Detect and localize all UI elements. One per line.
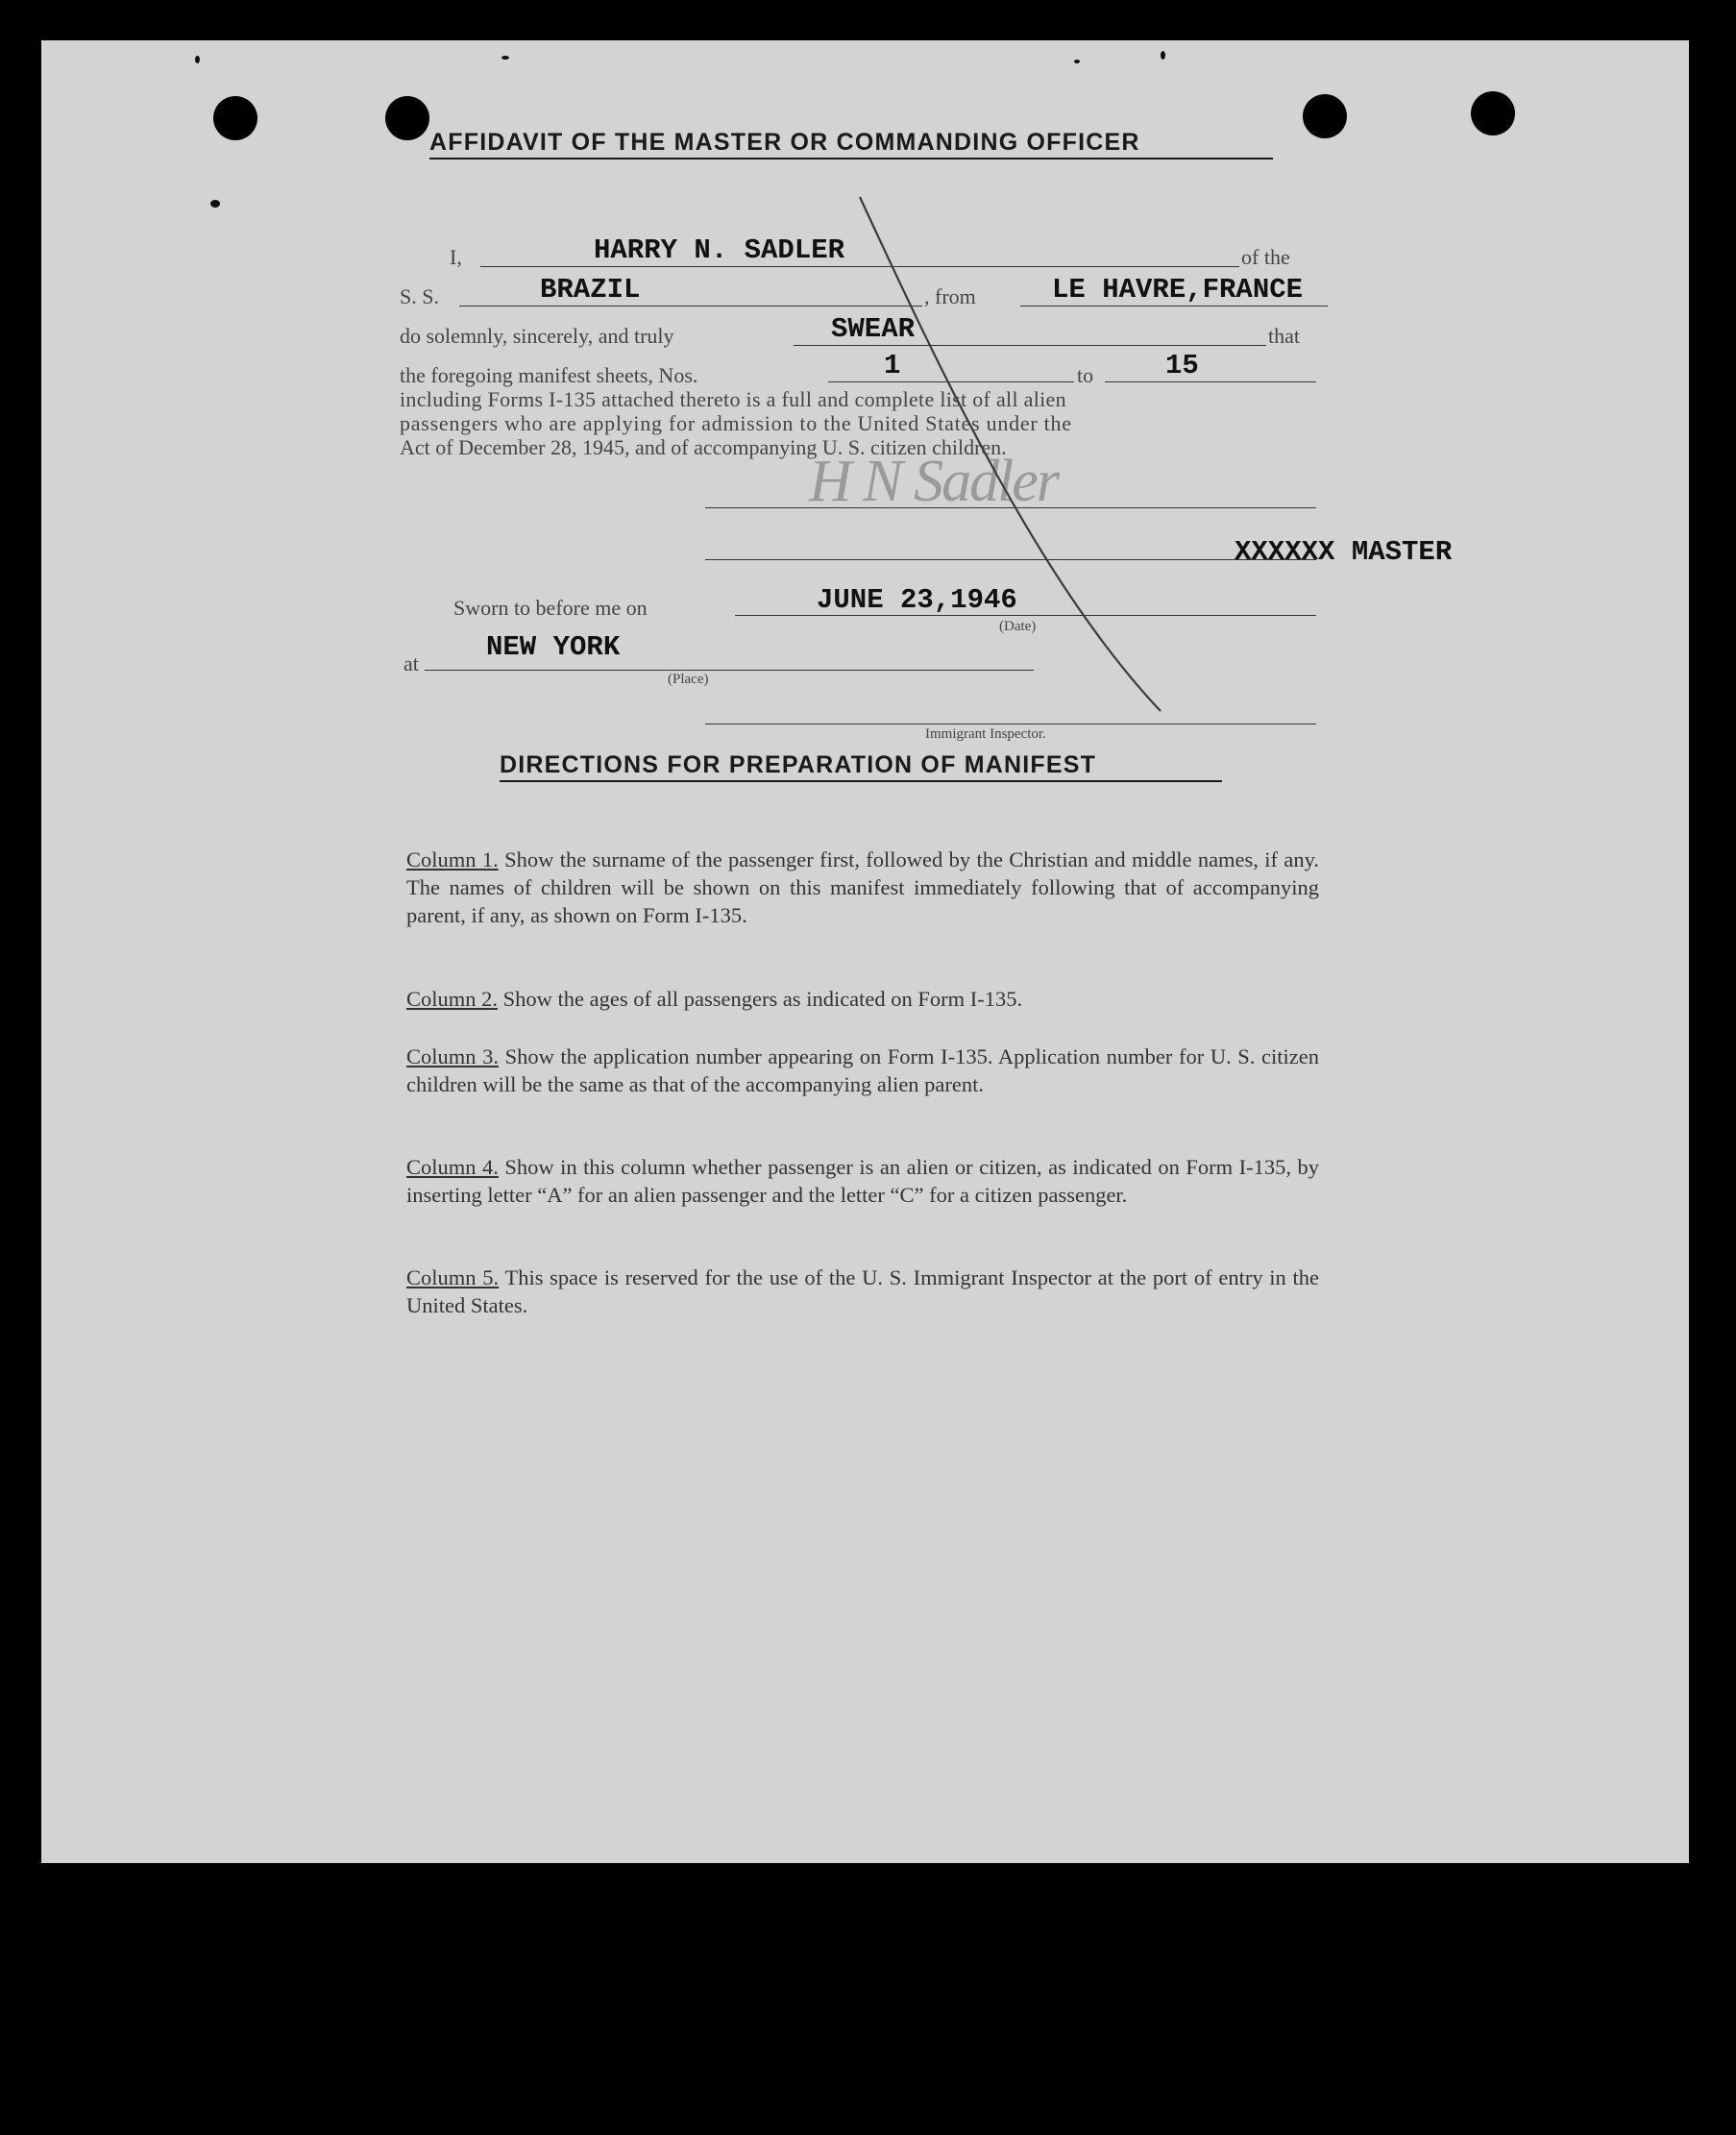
direction-item [406, 1153, 1319, 1209]
ss-label: S. S. [400, 284, 439, 308]
sworn-label: Sworn to before me on [453, 596, 648, 620]
direction-label: Column 3. [406, 1044, 499, 1068]
direction-label: Column 1. [406, 847, 499, 871]
directions-title: DIRECTIONS FOR PREPARATION OF MANIFEST [500, 751, 1222, 782]
direction-text: Show in this column whether passenger is an alien or citizen, as indicated on Form I-135, by inserting letter “A” for an alien passenger and the letter “C” for a citizen passenger. [406, 1155, 1319, 1207]
at-label: at [403, 651, 419, 675]
affidavit-body-line-1: including Forms I-135 attached thereto is a full and complete list of all alien [400, 387, 1066, 411]
sheet-to: 15 [1165, 350, 1199, 381]
affidavit-body-line-3: Act of December 28, 1945, and of accompanying U. S. citizen children. [400, 435, 1007, 459]
that-label: that [1268, 324, 1300, 348]
from-place: LE HAVRE,FRANCE [1052, 274, 1304, 306]
from-label: , from [924, 284, 976, 308]
sheet-from: 1 [884, 350, 901, 381]
direction-text: This space is reserved for the use of the U. S. Immigrant Inspector at the port of entry in the United States. [406, 1265, 1320, 1317]
to-label: to [1077, 363, 1094, 387]
i-label: I, [450, 245, 462, 269]
direction-item [406, 985, 1319, 1013]
affidavit-title: AFFIDAVIT OF THE MASTER OR COMMANDING OFFICER [429, 129, 1273, 160]
ship-name: BRAZIL [540, 274, 641, 306]
direction-item [406, 1043, 1319, 1098]
direction-text: Show the application number appearing on Form I-135. Application number for U. S. citizen children will be the same as that of the accompanying alien parent. [406, 1044, 1319, 1096]
place-caption: (Place) [668, 672, 709, 687]
date-caption: (Date) [999, 619, 1037, 634]
sworn-place: NEW YORK [486, 631, 621, 663]
master-name: HARRY N. SADLER [594, 234, 845, 266]
direction-label: Column 4. [406, 1155, 499, 1179]
of-the-label: of the [1241, 245, 1290, 269]
master-rank: XXXXXX MASTER [1235, 536, 1453, 568]
direction-label: Column 2. [406, 987, 499, 1011]
direction-text: Show the surname of the passenger first, followed by the Christian and middle names, if any. The names of children will be shown on this manifest immediately following that of accompanying parent, if any, as shown on Form I-135. [406, 847, 1320, 927]
direction-text: Show the ages of all passengers as indicated on Form I-135. [502, 987, 1023, 1011]
oath-word: SWEAR [831, 313, 916, 345]
master-signature: H N Sadler [809, 449, 1058, 514]
direction-item [406, 846, 1319, 929]
direction-label: Column 5. [406, 1265, 500, 1289]
affidavit-body-line-2: passengers who are applying for admission to the United States under the [400, 411, 1072, 435]
sheets-label: the foregoing manifest sheets, Nos. [400, 363, 698, 387]
inspector-caption: Immigrant Inspector. [925, 726, 1046, 742]
sworn-date: JUNE 23,1946 [817, 584, 1017, 616]
solemnly-label: do solemnly, sincerely, and truly [400, 324, 674, 348]
direction-item [406, 1264, 1319, 1319]
